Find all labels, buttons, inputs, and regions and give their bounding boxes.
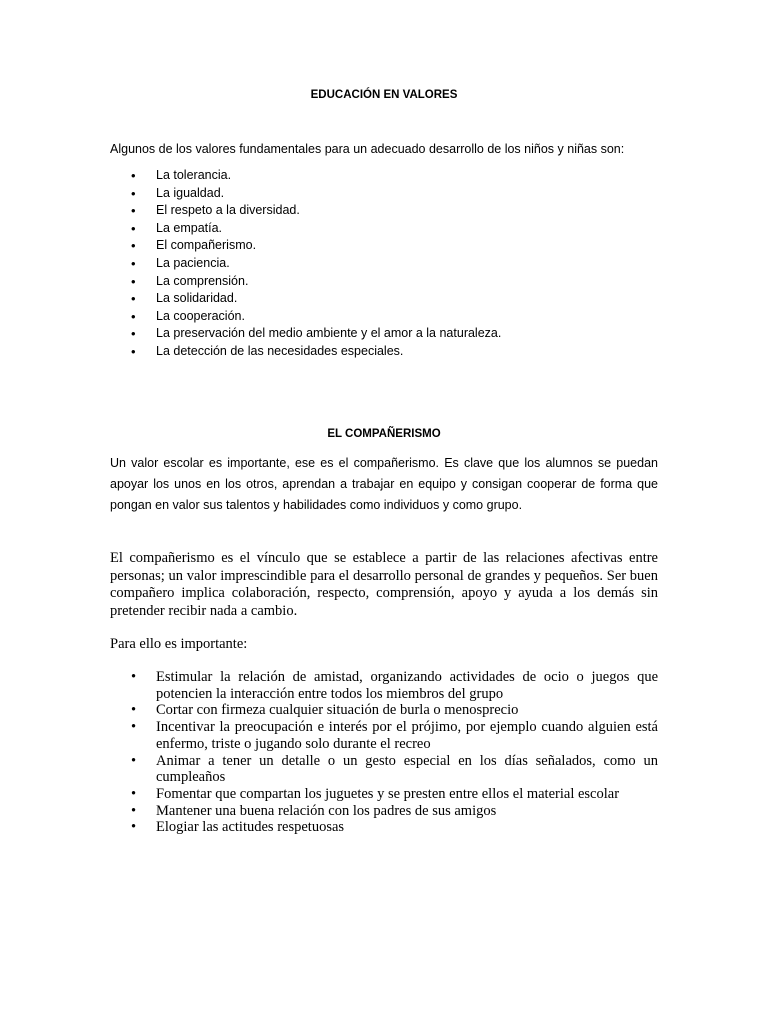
bullet-icon: •: [131, 326, 136, 342]
bullet-icon: •: [131, 343, 136, 359]
recommendations-list: [110, 669, 658, 836]
list-item: • El respeto a la diversidad.: [131, 203, 300, 219]
bullet-icon: •: [131, 752, 137, 769]
paragraph-definicion-companerismo: El compañerismo es el vínculo que se establece a partir de las relaciones afectivas entre personas; un valor imprescindible para el desarrollo personal de grandes y pequeños. Ser buen compañero implica colaboración, respecto, comprensión, apoyo y ayuda a los demás sin pretender recibir nada a cambio.: [110, 550, 658, 619]
list-item: • La paciencia.: [131, 255, 230, 271]
values-list: [110, 167, 501, 361]
paragraph-valor-escolar: Un valor escolar es importante, ese es el compañerismo. Es clave que los alumnos se puedan apoyar los unos en los otros, aprendan a trabajar en equipo y consigan cooperar de forma que pongan en valor sus talentos y habilidades como individuos y como grupo.: [110, 456, 658, 512]
section-title-educacion-en-valores: EDUCACIÓN EN VALORES: [310, 89, 458, 101]
list-item: • La preservación del medio ambiente y el amor a la naturaleza.: [131, 326, 502, 342]
bullet-icon: •: [131, 702, 137, 719]
list-item: • La comprensión.: [131, 273, 249, 289]
list-item: • La igualdad.: [131, 185, 225, 201]
bullet-icon: •: [131, 802, 137, 819]
section-title-el-companerismo: EL COMPAÑERISMO: [327, 428, 441, 440]
bullet-icon: •: [131, 669, 137, 685]
bullet-icon: •: [131, 291, 136, 307]
paragraph-para-ello: Para ello es importante:: [110, 636, 248, 652]
list-item: • La cooperación.: [131, 308, 245, 324]
list-item: • Incentivar la preocupación e interés por el prójimo, por ejemplo cuando alguien está enfermo, triste o jugando solo durante el recreo: [131, 719, 658, 752]
bullet-icon: •: [131, 168, 136, 183]
bullet-icon: •: [131, 273, 136, 289]
list-item: • La solidaridad.: [131, 291, 238, 307]
list-item: • Estimular la relación de amistad, organizando actividades de ocio o juegos que potencien la interacción entre todos los miembros del grupo: [131, 669, 658, 702]
bullet-icon: •: [131, 255, 136, 271]
list-item: • Cortar con firmeza cualquier situación de burla o menosprecio: [131, 702, 519, 719]
bullet-icon: •: [131, 785, 137, 802]
list-item: • La tolerancia.: [131, 168, 232, 183]
bullet-icon: •: [131, 203, 136, 219]
list-item: • Fomentar que compartan los juguetes y se presten entre ellos el material escolar: [131, 785, 620, 802]
list-item: • La detección de las necesidades especiales.: [131, 343, 404, 359]
list-item: • Elogiar las actitudes respetuosas: [131, 819, 345, 836]
bullet-icon: •: [131, 719, 137, 736]
bullet-icon: •: [131, 238, 136, 254]
section-intro: Algunos de los valores fundamentales para un adecuado desarrollo de los niños y niñas son:: [110, 142, 625, 156]
bullet-icon: •: [131, 220, 136, 236]
bullet-icon: •: [131, 308, 136, 324]
list-item: • Mantener una buena relación con los padres de sus amigos: [131, 802, 497, 819]
bullet-icon: •: [131, 185, 136, 201]
list-item: • Animar a tener un detalle o un gesto especial en los días señalados, como un cumpleaños: [131, 752, 658, 786]
list-item: • La empatía.: [131, 220, 223, 236]
bullet-icon: •: [131, 819, 137, 836]
list-item: • El compañerismo.: [131, 238, 257, 254]
